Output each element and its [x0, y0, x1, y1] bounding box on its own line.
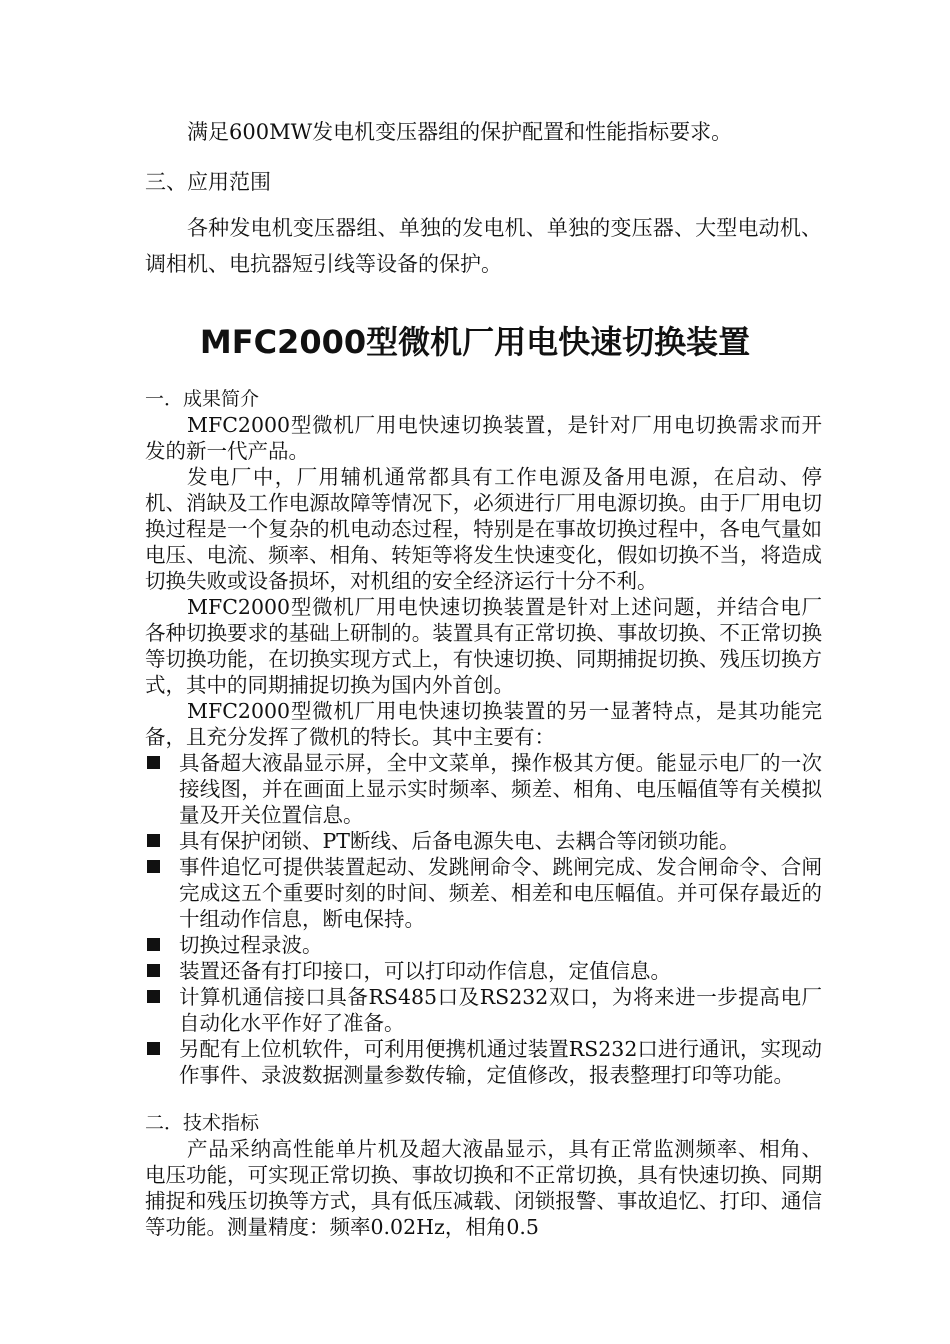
- section-heading-scope: 三、应用范围: [145, 170, 271, 194]
- feature-list: [145, 750, 822, 1088]
- list-item-text: 具备超大液晶显示屏，全中文菜单，操作极其方便。能显示电厂的一次接线图，并在画面上显示实时频率、频差、相角、电压幅值等有关模拟量及开关位置信息。: [179, 751, 822, 827]
- square-bullet-icon: [147, 964, 160, 977]
- section-heading-intro: 一．成果简介: [145, 388, 260, 410]
- list-item: [145, 932, 822, 958]
- intro-line: 满足600MW发电机变压器组的保护配置和性能指标要求。: [187, 120, 733, 144]
- specs-paragraph: 产品采纳高性能单片机及超大液晶显示，具有正常监测频率、相角、电压功能，可实现正常切换、事故切换和不正常切换，具有快速切换、同期捕捉和残压切换等方式，具有低压减载、闭锁报警、事故追忆、打印、通信等功能。测量精度：频率0.02Hz，相角0.5: [145, 1137, 822, 1239]
- list-item: [145, 854, 822, 932]
- square-bullet-icon: [147, 1042, 160, 1055]
- square-bullet-icon: [147, 834, 160, 847]
- body-block: [145, 386, 822, 1240]
- list-item-text: 切换过程录波。: [179, 933, 323, 957]
- square-bullet-icon: [147, 990, 160, 1003]
- square-bullet-icon: [147, 860, 160, 873]
- square-bullet-icon: [147, 756, 160, 769]
- list-item: [145, 1036, 822, 1088]
- list-item: [145, 958, 822, 984]
- list-item: [145, 984, 822, 1036]
- square-bullet-icon: [147, 938, 160, 951]
- list-item-text: 装置还备有打印接口，可以打印动作信息，定值信息。: [179, 959, 671, 983]
- list-item: [145, 750, 822, 828]
- intro-paragraph-1: MFC2000型微机厂用电快速切换装置，是针对厂用电切换需求而开发的新一代产品。: [145, 413, 822, 463]
- intro-paragraph-3: MFC2000型微机厂用电快速切换装置是针对上述问题，并结合电厂各种切换要求的基础上研制的。装置具有正常切换、事故切换、不正常切换等切换功能，在切换实现方式上，有快速切换、同期捕捉切换、残压切换方式，其中的同期捕捉切换为国内外首创。: [145, 595, 822, 697]
- intro-paragraph-4: MFC2000型微机厂用电快速切换装置的另一显著特点，是其功能完备，且充分发挥了微机的特长。其中主要有：: [145, 699, 822, 749]
- section-spacer: [145, 1088, 822, 1110]
- intro-paragraph-2: 发电厂中，厂用辅机通常都具有工作电源及备用电源，在启动、停机、消缺及工作电源故障等情况下，必须进行厂用电源切换。由于厂用电切换过程是一个复杂的机电动态过程，特别是在事故切换过程中，各电气量如电压、电流、频率、相角、转矩等将发生快速变化，假如切换不当，将造成切换失败或设备损坏，对机组的安全经济运行十分不利。: [145, 465, 822, 593]
- list-item-text: 另配有上位机软件，可利用便携机通过装置RS232口进行通讯，实现动作事件、录波数据测量参数传输，定值修改，报表整理打印等功能。: [179, 1037, 822, 1087]
- list-item: [145, 828, 822, 854]
- list-item-text: 事件追忆可提供装置起动、发跳闸命令、跳闸完成、发合闸命令、合闸完成这五个重要时刻的时间、频差、相差和电压幅值。并可保存最近的十组动作信息，断电保持。: [179, 855, 822, 931]
- section-heading-specs: 二．技术指标: [145, 1112, 260, 1134]
- document-title: MFC2000型微机厂用电快速切换装置: [199, 323, 751, 361]
- scope-paragraph: 各种发电机变压器组、单独的发电机、单独的变压器、大型电动机、调相机、电抗器短引线等设备的保护。: [145, 216, 822, 276]
- list-item-text: 计算机通信接口具备RS485口及RS232双口，为将来进一步提高电厂自动化水平作好了准备。: [179, 985, 822, 1035]
- list-item-text: 具有保护闭锁、PT断线、后备电源失电、去耦合等闭锁功能。: [179, 829, 740, 853]
